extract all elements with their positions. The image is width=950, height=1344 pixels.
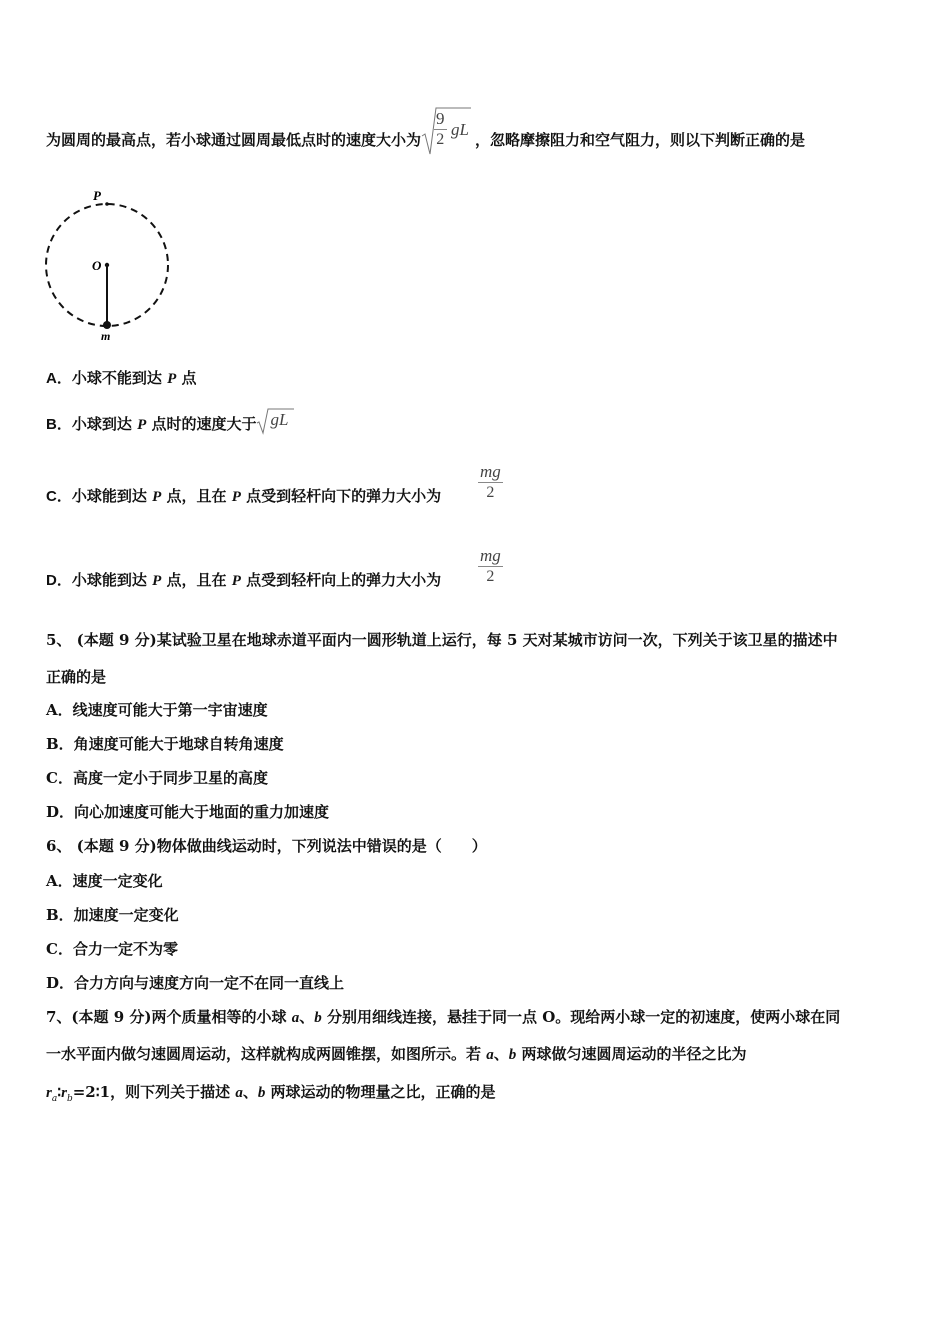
q4-stem-part1: 为圆周的最高点，若小球通过圆周最低点时的速度大小为 [46, 131, 422, 149]
ball-m [103, 321, 111, 329]
label-p: P [93, 188, 101, 203]
q4-stem-part2: ，忽略摩擦阻力和空气阻力，则以下判断正确的是 [475, 131, 806, 149]
pivot-point [105, 263, 109, 267]
q6-stem: 6、 (本题 9 分)物体做曲线运动时，下列说法中错误的是（ ） [46, 837, 487, 855]
sqrt-gl: gL [451, 120, 469, 139]
point-p-dot [105, 202, 109, 206]
q5-option-b: B．角速度可能大于地球自转角速度 [46, 735, 284, 753]
q7-stem-line1: 7、(本题 9 分)两个质量相等的小球 a、b 分别用细线连接，悬挂于同一点 O。现给两小球一定的初速度，使两小球在同 [46, 1008, 841, 1026]
q4-stem [46, 109, 806, 156]
q7-stem-line3: $r_a∶r_b=2∶1$，则下列关于描述 a、b 两球运动的物理量之比，正确的是 [46, 1083, 496, 1104]
q6-option-c: C．合力一定不为零 [46, 940, 178, 958]
q6-option-d: D．合力方向与速度方向一定不在同一直线上 [46, 974, 345, 992]
sqrt-expression [421, 106, 471, 156]
q4-option-b: B．小球到达 P 点时的速度大于 gL [46, 414, 294, 435]
label-m: m [101, 329, 111, 343]
q4-option-d: D．小球能到达 P 点，且在 P 点受到轻杆向上的弹力大小为 $\frac{mg}{2}$ [46, 546, 501, 589]
q5-option-c: C．高度一定小于同步卫星的高度 [46, 769, 268, 787]
q5-stem-line1: 5、 (本题 9 分)某试验卫星在地球赤道平面内一圆形轨道上运行，每 5 天对某城市访问一次，下列关于该卫星的描述中 [46, 631, 838, 649]
q6-option-b: B．加速度一定变化 [46, 906, 179, 924]
sqrt-gl-expression: gL [256, 407, 294, 433]
q4-option-c: C．小球能到达 P 点，且在 P 点受到轻杆向下的弹力大小为 $\frac{mg}{2}$ [46, 462, 501, 505]
fraction-mg-over-2: $\frac{mg}{2}$ [480, 546, 501, 585]
q5-option-d: D．向心加速度可能大于地面的重力加速度 [46, 803, 330, 821]
label-o: O [92, 258, 102, 273]
q7-stem-line2: 一水平面内做匀速圆周运动，这样就构成两圆锥摆，如图所示。若 a、b 两球做匀速圆周运动的半径之比为 [46, 1045, 747, 1063]
fraction-mg-over-2: $\frac{mg}{2}$ [480, 462, 501, 501]
frac-denominator: 2 [436, 131, 445, 148]
frac-numerator: 9 [436, 109, 445, 128]
circle-pendulum-figure [40, 185, 180, 345]
q5-option-a: A．线速度可能大于第一宇宙速度 [46, 701, 268, 719]
q4-option-a: A．小球不能到达 P 点 [46, 369, 197, 387]
q5-stem-line2: 正确的是 [46, 668, 107, 686]
q6-option-a: A．速度一定变化 [46, 872, 163, 890]
